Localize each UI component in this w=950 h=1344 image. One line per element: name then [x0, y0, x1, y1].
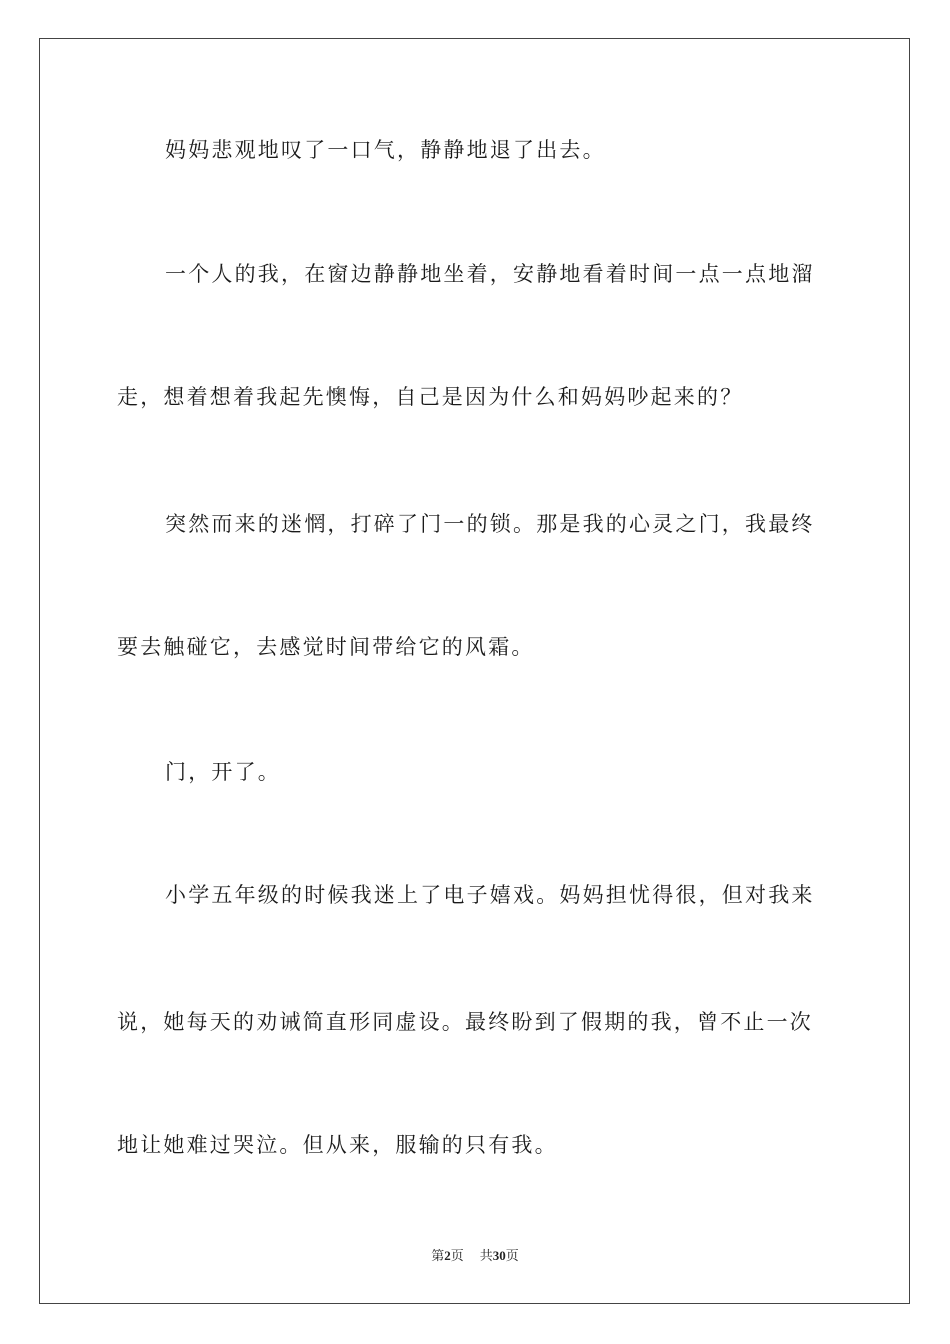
paragraph-4-line-1: 门，开了。 — [165, 760, 281, 784]
paragraph-3-line-2: 要去触碰它，去感觉时间带给它的风霜。 — [117, 635, 535, 659]
paragraph-2-line-2: 走，想着想着我起先懊悔，自己是因为什么和妈妈吵起来的？ — [117, 385, 744, 409]
total-pages-indicator: 共30页 — [479, 1248, 519, 1264]
page-footer — [0, 1247, 950, 1266]
total-pages-number: 30 — [492, 1248, 506, 1263]
paragraph-3-line-1: 突然而来的迷惘，打碎了门一的锁。那是我的心灵之门，我最终 — [165, 512, 815, 536]
paragraph-1-line-1: 妈妈悲观地叹了一口气，静静地退了出去。 — [165, 138, 606, 162]
paragraph-5-line-3: 地让她难过哭泣。但从来，服输的只有我。 — [117, 1133, 558, 1157]
paragraph-5-line-1: 小学五年级的时候我迷上了电子嬉戏。妈妈担忧得很，但对我来 — [165, 883, 815, 907]
page-number: 2 — [444, 1248, 451, 1263]
page-border — [39, 38, 910, 1304]
paragraph-5-line-2: 说，她每天的劝诫简直形同虚设。最终盼到了假期的我，曾不止一次 — [117, 1010, 813, 1034]
page-indicator: 第2页 — [431, 1248, 464, 1264]
paragraph-2-line-1: 一个人的我，在窗边静静地坐着，安静地看着时间一点一点地溜 — [165, 262, 815, 286]
